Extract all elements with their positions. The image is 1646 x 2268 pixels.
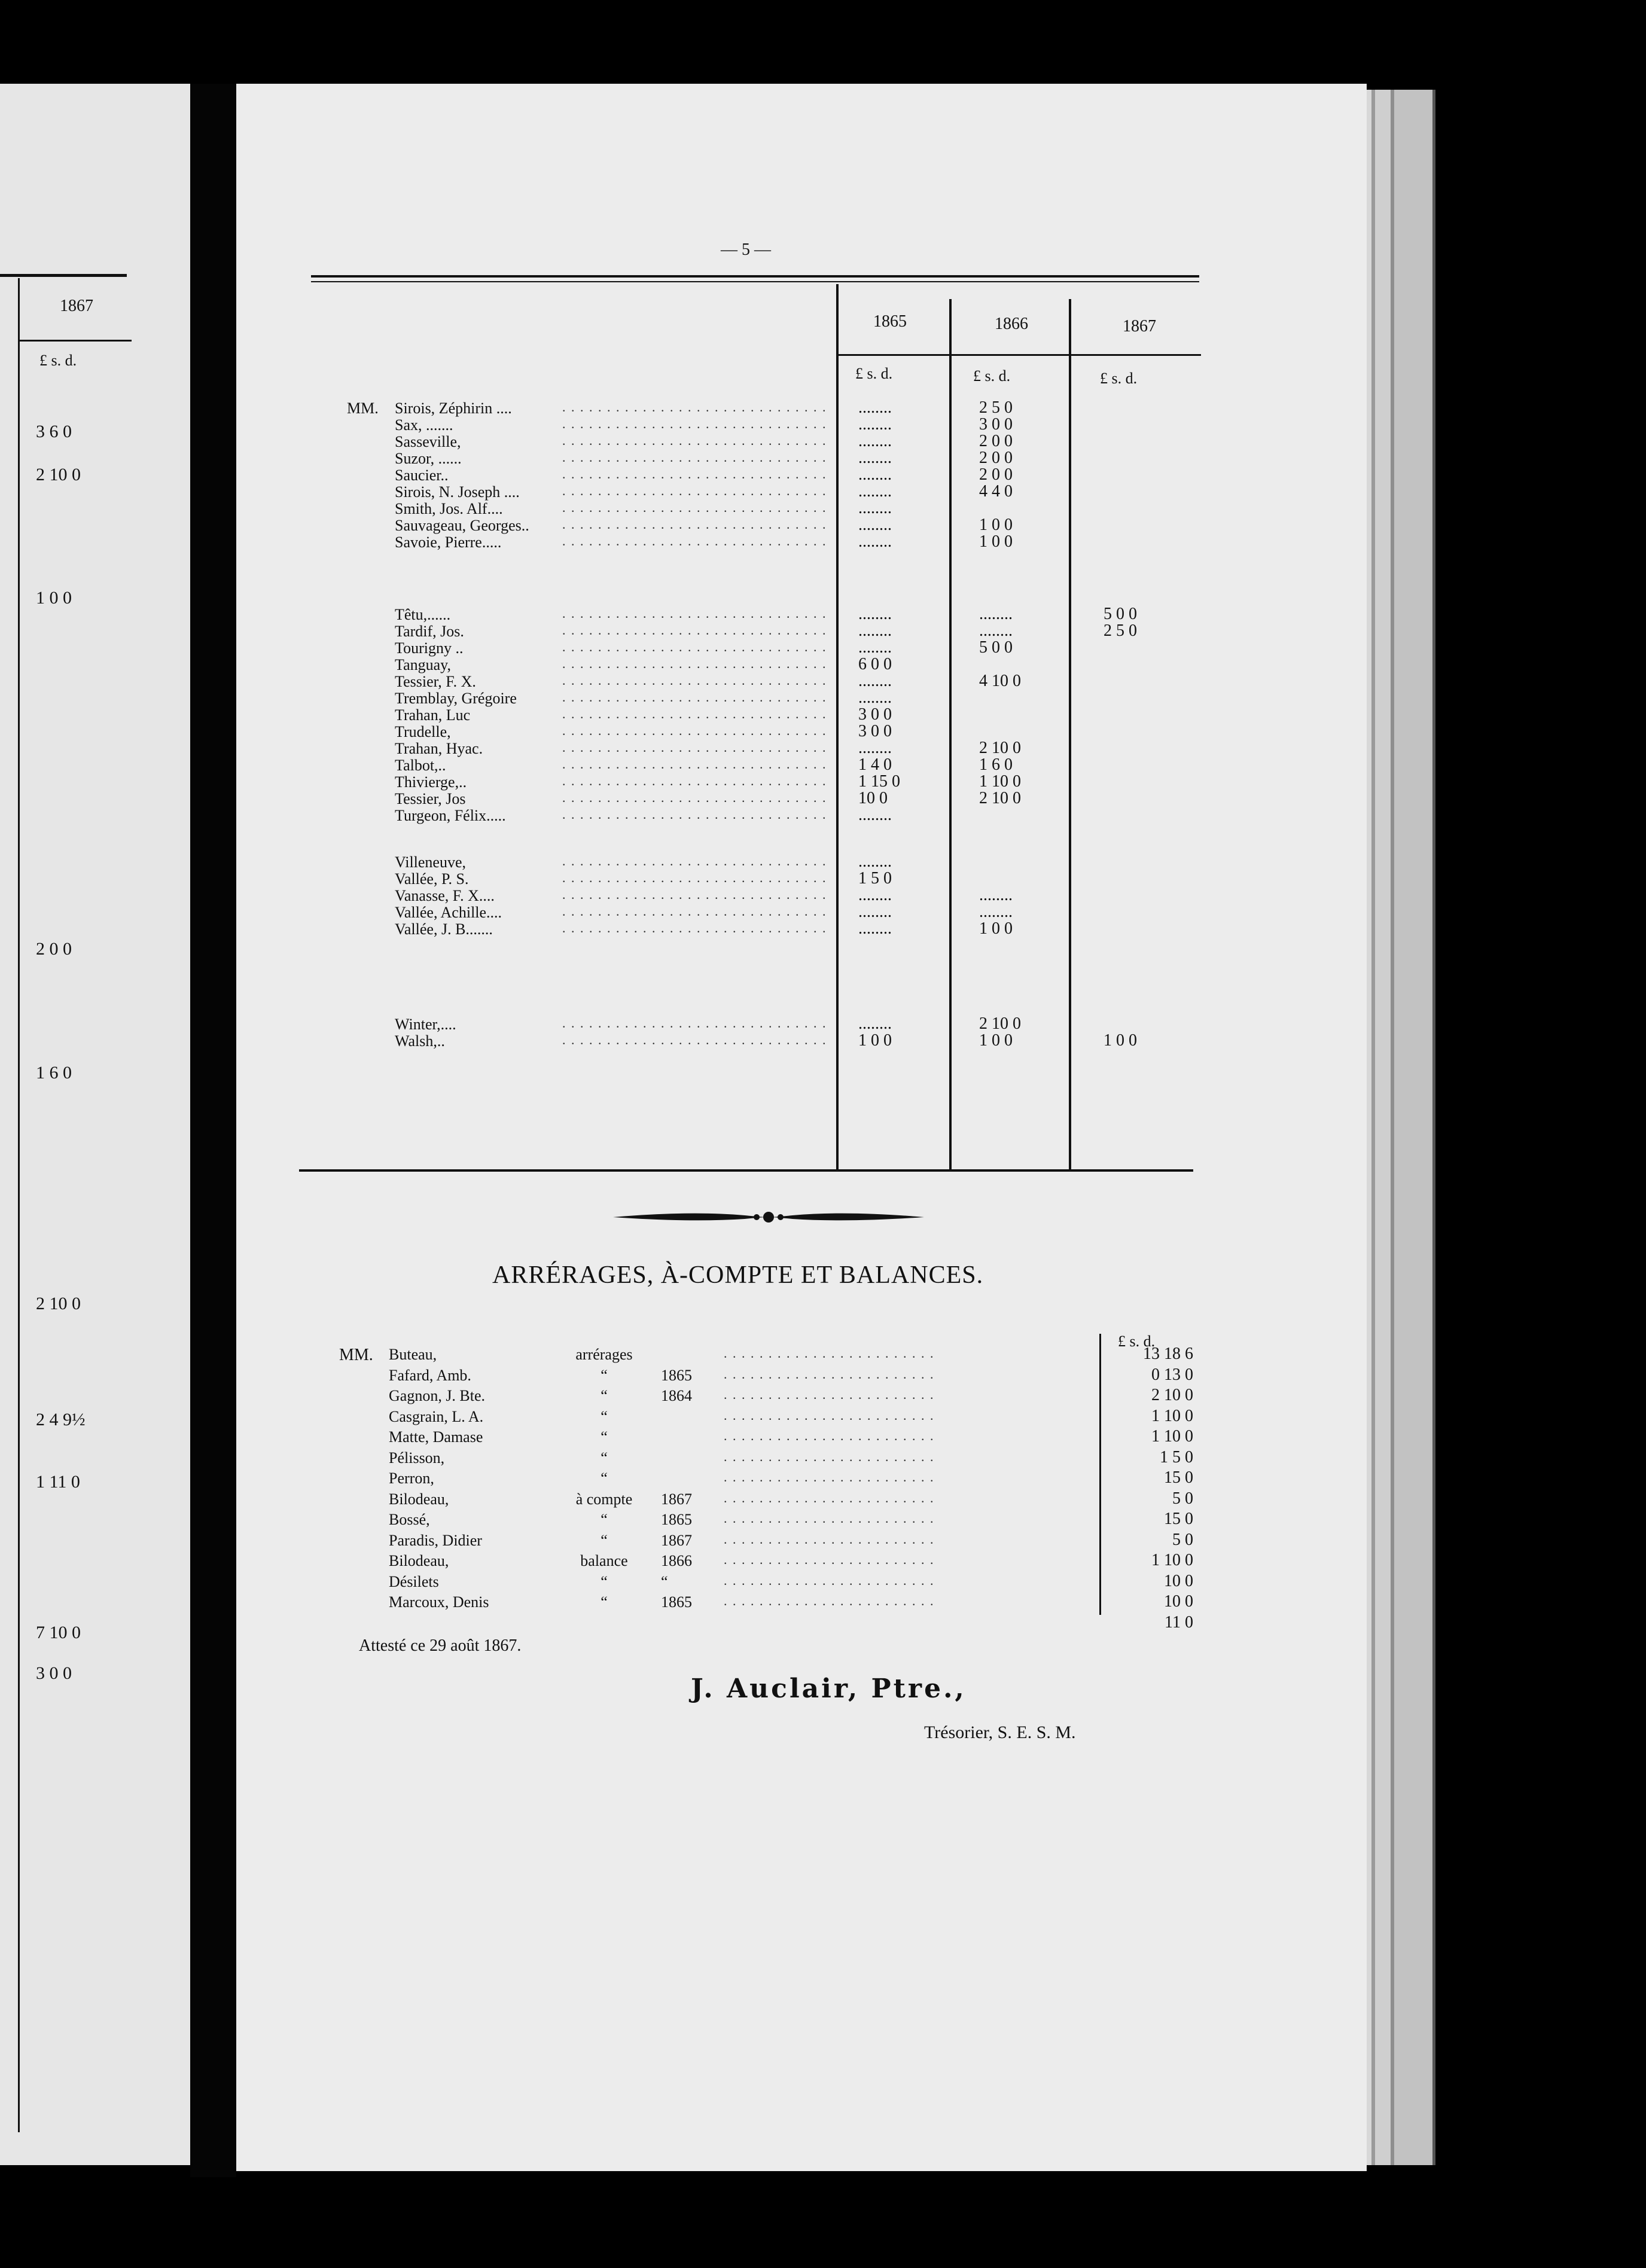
leader-dots: . . . . . . . . . . . . . . . . . . . . . . . . . . . . . . (562, 887, 827, 902)
arrears-amount: 10 0 (1164, 1572, 1193, 1590)
subscriber-name: Sirois, Zéphirin .... (395, 400, 512, 417)
leader-dots: . . . . . . . . . . . . . . . . . . . . . . . . . . . . . . (562, 623, 827, 638)
amount-1865: ........ (858, 688, 892, 707)
subscriber-name: Walsh,.. (395, 1032, 445, 1050)
leader-dots: . . . . . . . . . . . . . . . . . . . . . . . . . . . . . . (562, 807, 827, 822)
leader-dots: . . . . . . . . . . . . . . . . . . . . . . . . . . . . . . (562, 1032, 827, 1047)
unit-header-1867: £ s. d. (1100, 370, 1138, 387)
arrears-type: “ (601, 1449, 608, 1467)
left-value: 1 0 0 (36, 588, 72, 608)
subscriber-name: Tardif, Jos. (395, 623, 464, 640)
subscriber-name: Trudelle, (395, 723, 451, 740)
col-divider-1866 (949, 299, 952, 1169)
gutter (190, 84, 236, 2177)
subscriber-name: Vallée, J. B....... (395, 920, 493, 938)
amount-1865: 10 0 (858, 789, 888, 807)
left-value: 7 10 0 (36, 1623, 81, 1642)
leader-dots: . . . . . . . . . . . . . . . . . . . . . . . . . . . . . . (562, 853, 827, 868)
left-column-divider (18, 278, 20, 2132)
amount-1866: 1 0 0 (979, 1031, 1013, 1050)
left-page (0, 84, 190, 2165)
subscriber-name: Vallée, Achille.... (395, 904, 502, 921)
arrears-amount: 15 0 (1164, 1510, 1193, 1528)
left-top-rule (0, 274, 127, 277)
leader-dots: . . . . . . . . . . . . . . . . . . . . . . . . . . . . . . (562, 690, 827, 705)
table-bottom-rule (299, 1169, 1193, 1172)
amount-1865: ........ (858, 806, 892, 824)
leader-dots: . . . . . . . . . . . . . . . . . . . . . . . . . . . . . . (562, 1016, 827, 1031)
leader-dots: . . . . . . . . . . . . . . . . . . . . . . . . . . . . . . (562, 773, 827, 788)
arrears-type: “ (601, 1428, 608, 1446)
amount-1865: 3 0 0 (858, 705, 892, 724)
leader-dots: . . . . . . . . . . . . . . . . . . . . . . . . . . . . . . (562, 433, 827, 448)
top-double-rule-1 (311, 275, 1199, 278)
leader-dots: . . . . . . . . . . . . . . . . . . . . . . . . . . . . . . (562, 500, 827, 515)
arrears-name: Bossé, (389, 1511, 430, 1528)
subscriber-name: Têtu,...... (395, 606, 451, 623)
amount-1866: ........ (979, 621, 1013, 640)
leader-dots: . . . . . . . . . . . . . . . . . . . . . . . . (724, 1511, 935, 1526)
signature: J. Auclair, Ptre., (691, 1673, 967, 1704)
amount-1865: ........ (858, 852, 892, 871)
leader-dots: . . . . . . . . . . . . . . . . . . . . . . . . . . . . . . (562, 483, 827, 498)
arrears-name: Bilodeau, (389, 1552, 449, 1569)
arrears-type: à compte (575, 1490, 633, 1508)
amount-1865: ........ (858, 739, 892, 757)
left-value: 3 0 0 (36, 1663, 72, 1683)
amount-1866: 5 0 0 (979, 638, 1013, 657)
amount-1866: 1 0 0 (979, 516, 1013, 534)
leader-dots: . . . . . . . . . . . . . . . . . . . . . . . . . . . . . . (562, 517, 827, 532)
leader-dots: . . . . . . . . . . . . . . . . . . . . . . . . (724, 1593, 935, 1608)
amount-1866: 2 0 0 (979, 465, 1013, 484)
arrears-amount: 1 10 0 (1151, 1427, 1193, 1446)
leader-dots: . . . . . . . . . . . . . . . . . . . . . . . . . . . . . . (562, 673, 827, 688)
arrears-amount: 15 0 (1164, 1468, 1193, 1487)
arrears-name: Perron, (389, 1470, 434, 1487)
arrears-name: Gagnon, J. Bte. (389, 1387, 486, 1404)
arrears-type: “ (601, 1593, 608, 1611)
leader-dots: . . . . . . . . . . . . . . . . . . . . . . . . (724, 1552, 935, 1567)
amount-1865: ........ (858, 1014, 892, 1033)
arrears-name: Désilets (389, 1573, 439, 1590)
arrears-unit-header: £ s. d. (1118, 1333, 1156, 1350)
amount-1866: 1 6 0 (979, 755, 1013, 774)
amount-1865: ........ (858, 415, 892, 434)
main-page (236, 84, 1367, 2171)
mm-prefix: MM. (347, 400, 379, 417)
left-value: 2 10 0 (36, 465, 81, 484)
amount-1866: 2 10 0 (979, 1014, 1021, 1033)
arrears-amount-divider (1099, 1334, 1101, 1615)
leader-dots: . . . . . . . . . . . . . . . . . . . . . . . . (724, 1387, 935, 1402)
amount-1866: 3 0 0 (979, 415, 1013, 434)
leader-dots: . . . . . . . . . . . . . . . . . . . . . . . . (724, 1532, 935, 1547)
amount-1865: 6 0 0 (858, 655, 892, 673)
amount-1866: 2 0 0 (979, 432, 1013, 450)
arrears-year: 1865 (661, 1367, 692, 1384)
ornament-icon (613, 1208, 924, 1226)
subscriber-name: Saucier.. (395, 467, 449, 484)
arrears-year: 1865 (661, 1593, 692, 1611)
leader-dots: . . . . . . . . . . . . . . . . . . . . . . . . . . . . . . (562, 639, 827, 654)
amount-1867: 1 0 0 (1104, 1031, 1137, 1050)
amount-1865: ........ (858, 499, 892, 517)
leader-dots: . . . . . . . . . . . . . . . . . . . . . . . . . . . . . . (562, 656, 827, 671)
leader-dots: . . . . . . . . . . . . . . . . . . . . . . . . . . . . . . (562, 723, 827, 738)
leader-dots: . . . . . . . . . . . . . . . . . . . . . . . . . . . . . . (562, 706, 827, 721)
col-divider-1867 (1069, 299, 1071, 1169)
amount-1866: 2 0 0 (979, 449, 1013, 467)
subscriber-name: Villeneuve, (395, 853, 467, 871)
amount-1867: 2 5 0 (1104, 621, 1137, 640)
leader-dots: . . . . . . . . . . . . . . . . . . . . . . . . . . . . . . (562, 740, 827, 755)
col-year-1866: 1866 (995, 315, 1028, 333)
subscriber-name: Winter,.... (395, 1016, 456, 1033)
page-edge (1367, 90, 1435, 2165)
arrears-type: “ (601, 1511, 608, 1528)
arrears-type: “ (601, 1573, 608, 1590)
amount-1866: 1 0 0 (979, 919, 1013, 938)
leader-dots: . . . . . . . . . . . . . . . . . . . . . . . . . . . . . . (562, 400, 827, 414)
amount-1866: ........ (979, 903, 1013, 921)
amount-1865: 1 15 0 (858, 772, 900, 791)
arrears-type: “ (601, 1470, 608, 1487)
amount-1865: ........ (858, 886, 892, 904)
amount-1865: ........ (858, 449, 892, 467)
leader-dots: . . . . . . . . . . . . . . . . . . . . . . . . (724, 1449, 935, 1464)
arrears-type: “ (601, 1387, 608, 1404)
leader-dots: . . . . . . . . . . . . . . . . . . . . . . . . (724, 1573, 935, 1588)
amount-1865: ........ (858, 516, 892, 534)
amount-1866: 2 5 0 (979, 398, 1013, 417)
amount-1866: 2 10 0 (979, 739, 1021, 757)
subscriber-name: Sasseville, (395, 433, 461, 450)
arrears-type: balance (580, 1552, 628, 1569)
leader-dots: . . . . . . . . . . . . . . . . . . . . . . . . . . . . . . (562, 450, 827, 465)
left-value: 2 10 0 (36, 1294, 81, 1313)
amount-1866: 4 10 0 (979, 672, 1021, 690)
arrears-name: Matte, Damase (389, 1428, 483, 1446)
amount-1865: ........ (858, 638, 892, 657)
amount-1865: ........ (858, 482, 892, 501)
arrears-year: 1867 (661, 1532, 692, 1549)
unit-header-1866: £ s. d. (973, 367, 1011, 385)
arrears-amount: 1 10 0 (1151, 1407, 1193, 1425)
subscriber-name: Sirois, N. Joseph .... (395, 483, 520, 501)
arrears-name: Buteau, (389, 1346, 437, 1363)
amount-1866: 2 10 0 (979, 789, 1021, 807)
arrears-amount: 10 0 (1164, 1592, 1193, 1611)
arrears-year: 1865 (661, 1511, 692, 1528)
ornament-divider (613, 1208, 924, 1229)
amount-1865: 1 4 0 (858, 755, 892, 774)
arrears-name: Marcoux, Denis (389, 1593, 489, 1611)
left-unit-header: £ s. d. (39, 352, 77, 369)
col-divider-1865 (836, 284, 839, 1169)
arrears-type: arrérages (575, 1346, 633, 1363)
amount-1865: ........ (858, 903, 892, 921)
arrears-name: Pélisson, (389, 1449, 445, 1467)
arrears-year: 1864 (661, 1387, 692, 1404)
amount-1865: ........ (858, 672, 892, 690)
year-header-rule (836, 354, 1201, 356)
leader-dots: . . . . . . . . . . . . . . . . . . . . . . . . (724, 1408, 935, 1423)
arrears-type: “ (601, 1532, 608, 1549)
arrears-name: Casgrain, L. A. (389, 1408, 484, 1425)
leader-dots: . . . . . . . . . . . . . . . . . . . . . . . . . . . . . . (562, 904, 827, 919)
subscriber-name: Trahan, Luc (395, 706, 471, 724)
arrears-name: Fafard, Amb. (389, 1367, 471, 1384)
subscriber-name: Vallée, P. S. (395, 870, 469, 888)
amount-1865: 1 0 0 (858, 1031, 892, 1050)
subscriber-name: Tessier, F. X. (395, 673, 476, 690)
arrears-amount: 13 18 6 (1143, 1345, 1193, 1363)
amount-1865: ........ (858, 465, 892, 484)
subscriber-name: Smith, Jos. Alf.... (395, 500, 503, 517)
amount-1865: 3 0 0 (858, 722, 892, 740)
subscriber-name: Vanasse, F. X.... (395, 887, 495, 904)
arrears-year: 1866 (661, 1552, 692, 1569)
arrears-amount: 1 10 0 (1151, 1551, 1193, 1569)
col-year-1867: 1867 (1123, 317, 1156, 336)
subscriber-name: Turgeon, Félix..... (395, 807, 506, 824)
amount-1866: 1 10 0 (979, 772, 1021, 791)
unit-header-1865: £ s. d. (855, 365, 893, 382)
amount-1865: ........ (858, 621, 892, 640)
left-value: 3 6 0 (36, 422, 72, 441)
leader-dots: . . . . . . . . . . . . . . . . . . . . . . . . . . . . . . (562, 757, 827, 772)
left-header-rule (18, 340, 132, 342)
subscriber-name: Trahan, Hyac. (395, 740, 483, 757)
page-number: — 5 — (721, 240, 771, 259)
amount-1865: ........ (858, 532, 892, 551)
leader-dots: . . . . . . . . . . . . . . . . . . . . . . . . (724, 1367, 935, 1382)
subscriber-name: Tanguay, (395, 656, 451, 673)
leader-dots: . . . . . . . . . . . . . . . . . . . . . . . . (724, 1346, 935, 1361)
amount-1866: ........ (979, 605, 1013, 623)
arrears-amount: 1 5 0 (1160, 1448, 1193, 1467)
amount-1867: 5 0 0 (1104, 605, 1137, 623)
leader-dots: . . . . . . . . . . . . . . . . . . . . . . . . . . . . . . (562, 534, 827, 548)
amount-1866: 4 4 0 (979, 482, 1013, 501)
left-value: 1 11 0 (36, 1472, 80, 1492)
subscriber-name: Tessier, Jos (395, 790, 466, 807)
amount-1865: ........ (858, 398, 892, 417)
arrears-year: 1867 (661, 1490, 692, 1508)
subscriber-name: Savoie, Pierre..... (395, 534, 502, 551)
leader-dots: . . . . . . . . . . . . . . . . . . . . . . . . . . . . . . (562, 467, 827, 481)
subscriber-name: Tourigny .. (395, 639, 464, 657)
leader-dots: . . . . . . . . . . . . . . . . . . . . . . . . . . . . . . (562, 870, 827, 885)
arrears-year: “ (661, 1573, 668, 1590)
arrears-type: “ (601, 1408, 608, 1425)
arrears-title: ARRÉRAGES, À-COMPTE ET BALANCES. (492, 1261, 984, 1289)
left-value: 2 0 0 (36, 939, 72, 959)
left-value: 2 4 9½ (36, 1410, 86, 1429)
subscriber-name: Sax, ....... (395, 416, 453, 434)
leader-dots: . . . . . . . . . . . . . . . . . . . . . . . . (724, 1470, 935, 1484)
leader-dots: . . . . . . . . . . . . . . . . . . . . . . . . (724, 1428, 935, 1443)
leader-dots: . . . . . . . . . . . . . . . . . . . . . . . . . . . . . . (562, 790, 827, 805)
amount-1865: ........ (858, 919, 892, 938)
left-year-header: 1867 (60, 297, 93, 315)
subscriber-name: Sauvageau, Georges.. (395, 517, 529, 534)
subscriber-name: Thivierge,.. (395, 773, 467, 791)
subscriber-name: Tremblay, Grégoire (395, 690, 517, 707)
subscriber-name: Suzor, ...... (395, 450, 462, 467)
amount-1865: ........ (858, 605, 892, 623)
subscriber-name: Talbot,.. (395, 757, 446, 774)
amount-1866: 1 0 0 (979, 532, 1013, 551)
leader-dots: . . . . . . . . . . . . . . . . . . . . . . . . . . . . . . (562, 606, 827, 621)
leader-dots: . . . . . . . . . . . . . . . . . . . . . . . . . . . . . . (562, 416, 827, 431)
arrears-name: Bilodeau, (389, 1490, 449, 1508)
amount-1866: ........ (979, 886, 1013, 904)
arrears-amount: 5 0 (1172, 1489, 1193, 1508)
signature-title: Trésorier, S. E. S. M. (924, 1723, 1076, 1742)
arrears-name: Paradis, Didier (389, 1532, 482, 1549)
arrears-mm-prefix: MM. (339, 1346, 373, 1364)
arrears-amount: 2 10 0 (1151, 1386, 1193, 1404)
col-year-1865: 1865 (873, 312, 907, 331)
arrears-amount: 5 0 (1172, 1531, 1193, 1549)
top-double-rule-2 (311, 281, 1199, 282)
left-value: 1 6 0 (36, 1063, 72, 1083)
arrears-amount: 0 13 0 (1151, 1365, 1193, 1384)
amount-1865: ........ (858, 432, 892, 450)
arrears-type: “ (601, 1367, 608, 1384)
arrears-amount: 11 0 (1165, 1613, 1193, 1632)
leader-dots: . . . . . . . . . . . . . . . . . . . . . . . . (724, 1490, 935, 1505)
leader-dots: . . . . . . . . . . . . . . . . . . . . . . . . . . . . . . (562, 920, 827, 935)
attestation: Attesté ce 29 août 1867. (359, 1636, 522, 1655)
amount-1865: 1 5 0 (858, 869, 892, 888)
